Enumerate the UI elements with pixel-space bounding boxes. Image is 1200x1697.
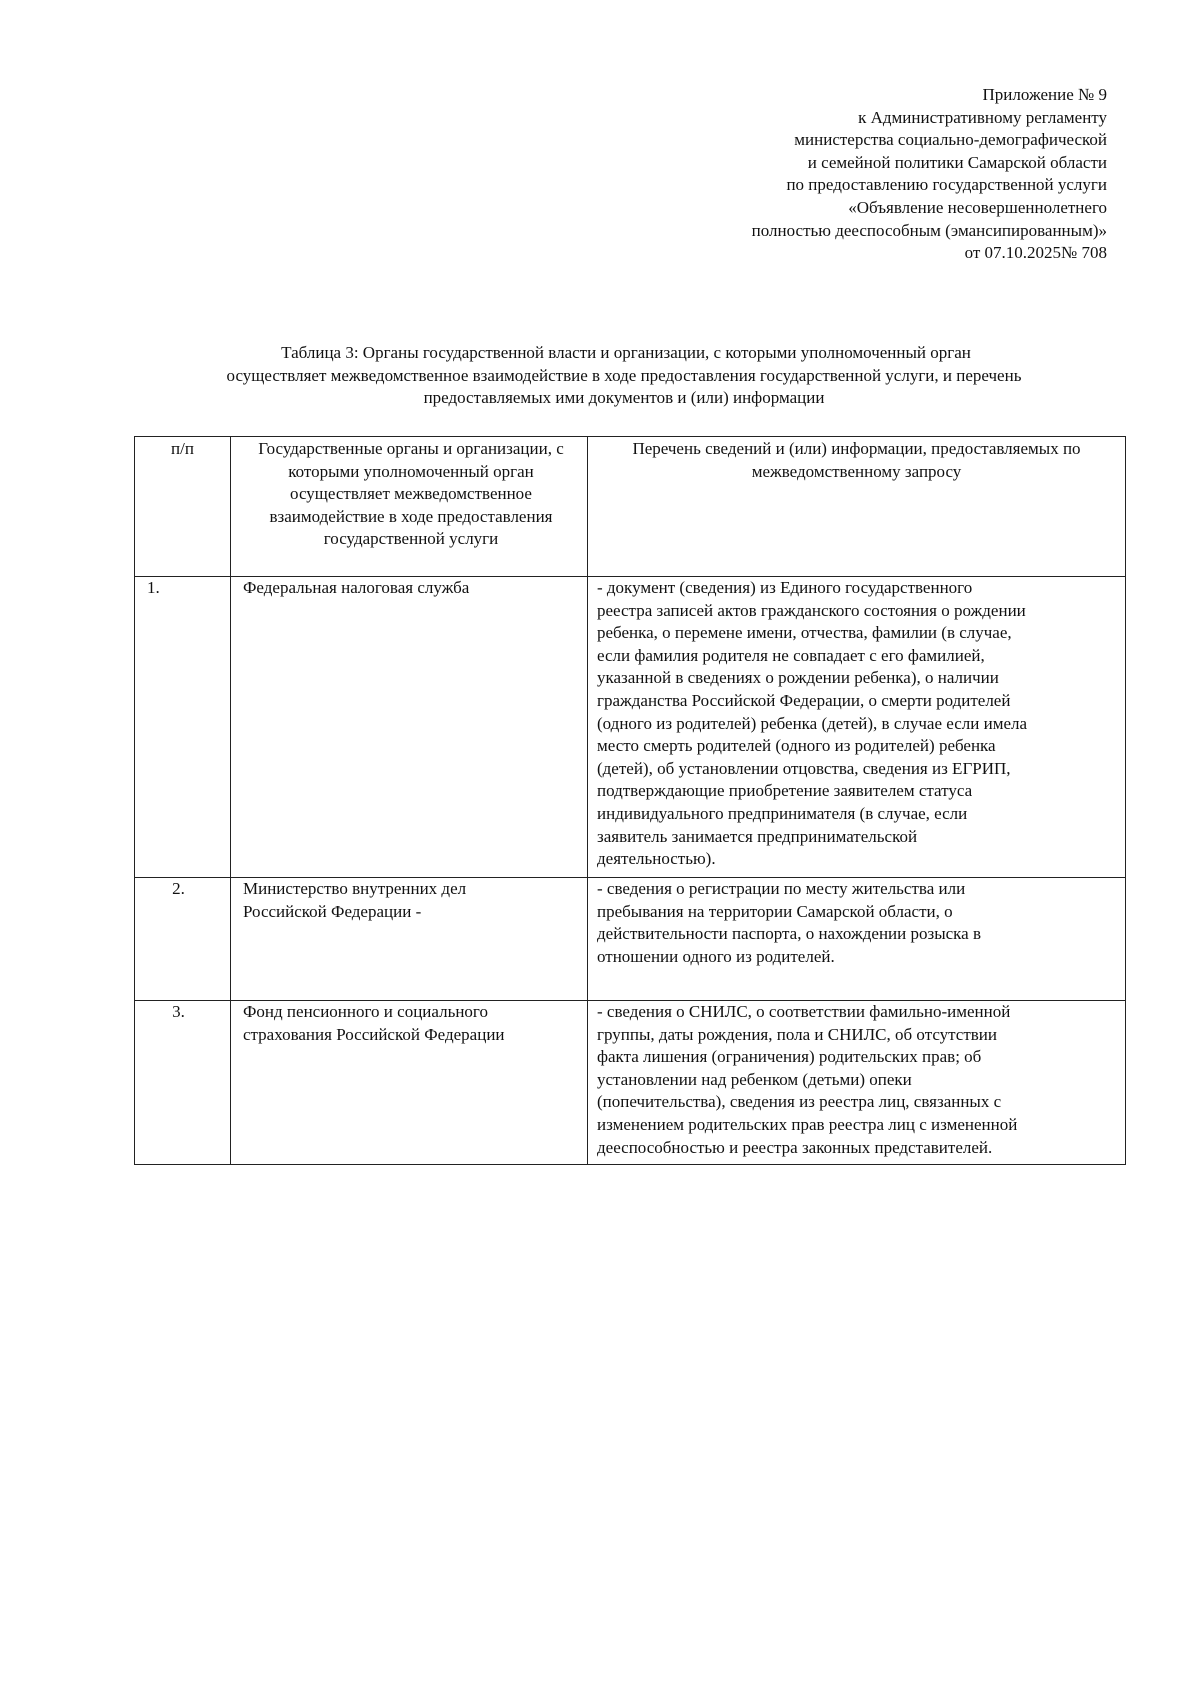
info-line: место смерть родителей (одного из родителей) ребенка <box>597 736 996 756</box>
info-line: изменением родительских прав реестра лиц с измененной <box>597 1114 1018 1134</box>
table-caption <box>140 342 1108 410</box>
info-line: пребывания на территории Самарской области, о <box>597 901 953 921</box>
header-organizations: Государственные органы и организации, с которыми уполномоченный орган осуществляет межведомственное взаимодействие в ходе предоставления государственной услуги <box>231 437 588 577</box>
org-line: Фонд пенсионного и социального <box>243 1002 488 1021</box>
info-line: если фамилия родителя не совпадает с его фамилией, <box>597 645 985 665</box>
info-line: установлении над ребенком (детьми) опеки <box>597 1069 912 1089</box>
info-line: индивидуального предпринимателя (в случае, если <box>597 803 968 823</box>
info-line: - сведения о регистрации по месту жительства или <box>597 879 966 898</box>
order-date-number: от 07.10.2025№ 708 <box>964 243 1107 263</box>
info-line: (одного из родителей) ребенка (детей), в случае если имела <box>597 713 1028 733</box>
info-line: реестра записей актов гражданского состояния о рождении <box>597 600 1026 620</box>
table-row <box>135 878 1126 1001</box>
info-line: факта лишения (ограничения) родительских прав; об <box>597 1047 982 1067</box>
row-information <box>588 1001 1126 1165</box>
caption-line: предоставляемых ими документов и (или) информации <box>423 388 825 407</box>
table-row <box>135 577 1126 878</box>
row-organization <box>231 1001 588 1165</box>
info-line: отношении одного из родителей. <box>597 946 835 966</box>
table-row <box>135 1001 1126 1165</box>
interagency-table <box>134 436 1126 1165</box>
info-line: деятельностью). <box>597 849 716 869</box>
row-number: 3. <box>135 1001 231 1165</box>
org-line: страхования Российской Федерации <box>243 1024 505 1044</box>
info-line: заявитель занимается предпринимательской <box>597 826 918 846</box>
row-organization: Федеральная налоговая служба <box>231 577 588 878</box>
info-line: подтверждающие приобретение заявителем статуса <box>597 781 973 801</box>
info-line: гражданства Российской Федерации, о смерти родителей <box>597 690 1011 710</box>
info-line: группы, даты рождения, пола и СНИЛС, об отсутствии <box>597 1024 997 1044</box>
info-line: указанной в сведениях о рождении ребенка), о наличии <box>597 668 999 688</box>
info-line: (детей), об установлении отцовства, сведения из ЕГРИП, <box>597 758 1011 778</box>
info-line: дееспособностью и реестра законных представителей. <box>597 1137 993 1157</box>
appendix-number: Приложение № 9 <box>982 85 1107 104</box>
info-line: действительности паспорта, о нахождении розыска в <box>597 924 982 944</box>
table-header-row <box>135 437 1126 577</box>
regulation-reference: к Административному регламенту <box>858 107 1107 127</box>
info-line: - документ (сведения) из Единого государственного <box>597 578 973 597</box>
info-line: ребенка, о перемене имени, отчества, фамилии (в случае, <box>597 623 1012 643</box>
row-information <box>588 878 1126 1001</box>
header-number: п/п <box>135 437 231 577</box>
info-line: - сведения о СНИЛС, о соответствии фамильно-именной <box>597 1002 1011 1021</box>
service-line2: «Объявление несовершеннолетнего <box>848 197 1107 217</box>
org-line: Российской Федерации - <box>243 901 422 921</box>
service-line1: по предоставлению государственной услуги <box>786 175 1107 195</box>
row-information <box>588 577 1126 878</box>
ministry-name-line2: и семейной политики Самарской области <box>807 152 1107 172</box>
row-number: 2. <box>135 878 231 1001</box>
row-organization <box>231 878 588 1001</box>
appendix-header <box>587 84 1107 265</box>
caption-line: Таблица 3: Органы государственной власти и организации, с которыми уполномоченный орган <box>281 343 971 362</box>
row-number: 1. <box>135 577 231 878</box>
caption-line: осуществляет межведомственное взаимодействие в ходе предоставления государственной услуги, и перечень <box>226 365 1022 385</box>
info-line: (попечительства), сведения из реестра лиц, связанных с <box>597 1092 1002 1112</box>
service-line3: полностью дееспособным (эмансипированным)» <box>751 220 1107 240</box>
header-information: Перечень сведений и (или) информации, предоставляемых по межведомственному запросу <box>588 437 1126 577</box>
org-line: Министерство внутренних дел <box>243 879 467 898</box>
ministry-name-line1: министерства социально-демографической <box>794 130 1107 150</box>
